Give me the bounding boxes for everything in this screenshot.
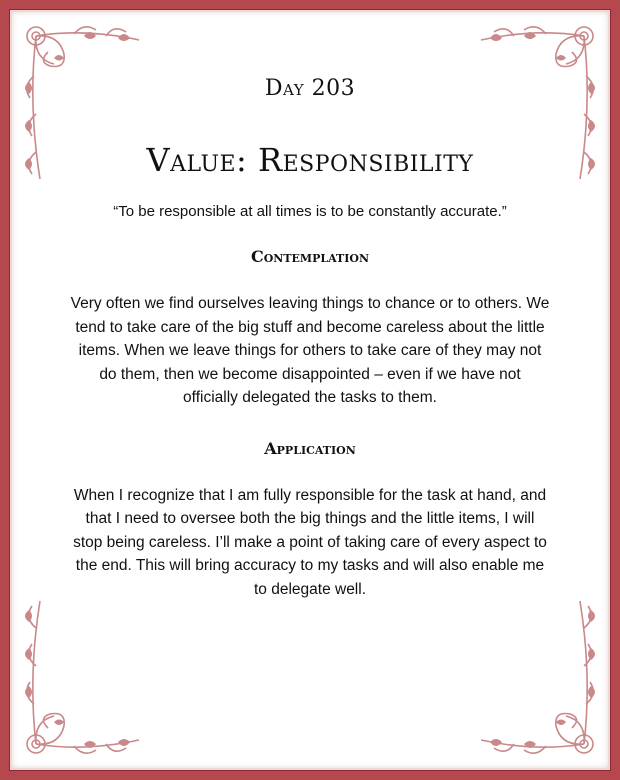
corner-ornament-icon: [471, 596, 606, 766]
quote: “To be responsible at all times is to be constantly accurate.”: [113, 203, 507, 220]
application-heading: Application: [264, 438, 356, 458]
corner-ornament-icon: [14, 596, 149, 766]
value-title: Value: Responsibility: [146, 141, 474, 179]
contemplation-heading: Contemplation: [250, 247, 370, 266]
page-content: [70, 10, 550, 601]
page-card: [9, 9, 611, 771]
contemplation-text: Very often we find ourselves leaving things to chance or to others. We tend to take care of the big stuff and become careless about the little items. When we leave things for others to take care of they may not do them, then we become disappointed – even if we have not officially delegated the tasks to them.: [70, 295, 550, 406]
day-title: Day 203: [264, 76, 356, 101]
application-text: When I recognize that I am fully responsible for the task at hand, and that I need to oversee both the big things and the little items, I will stop being careless. I’ll make a point of taking care of every aspect to the end. This will bring accuracy to my tasks and will also enable me to delegate well.: [73, 486, 547, 598]
